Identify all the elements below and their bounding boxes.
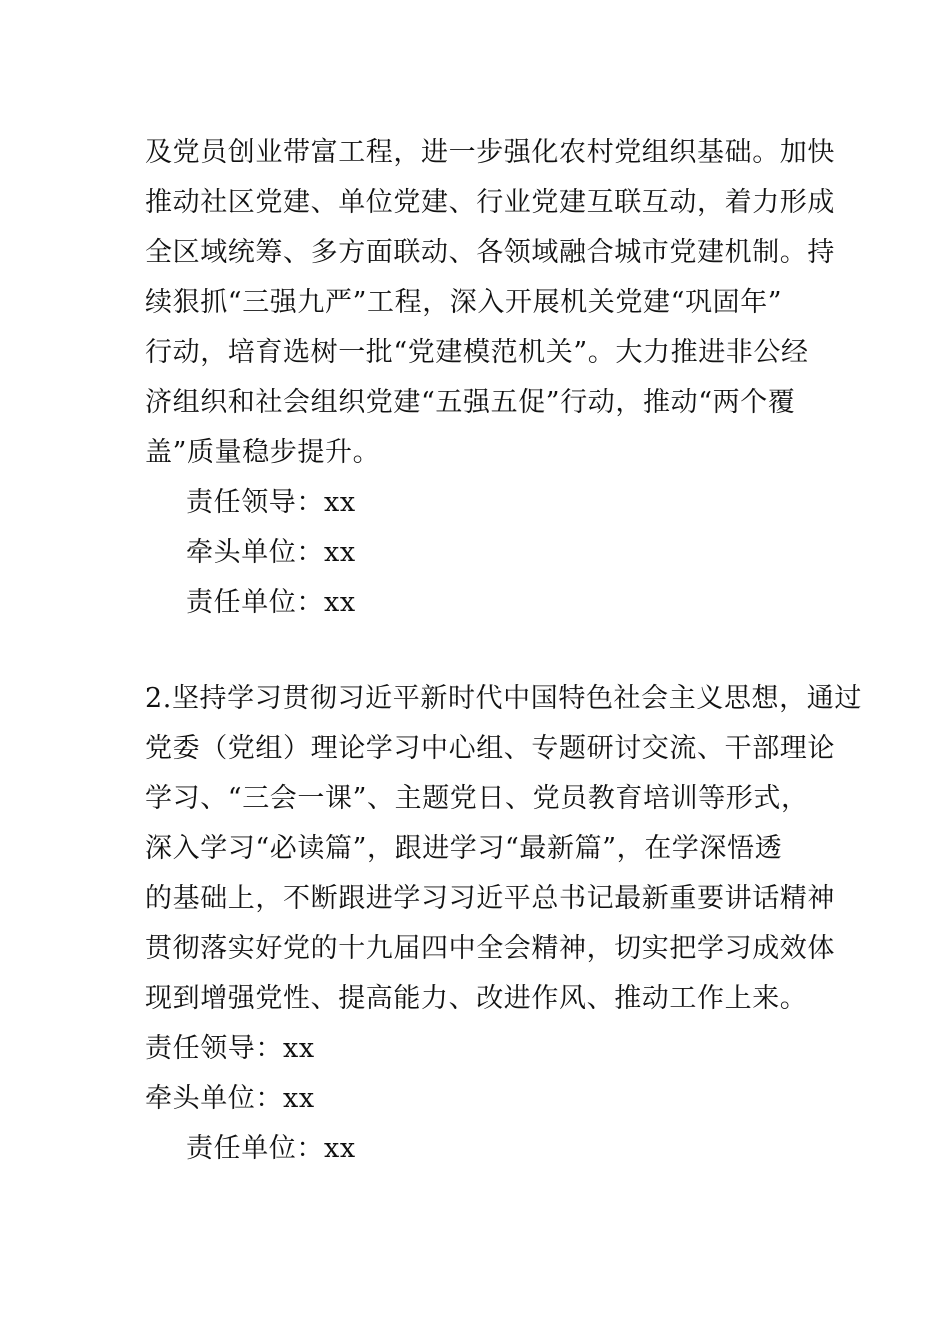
paragraph-line: 党委（党组）理论学习中心组、专题研讨交流、干部理论	[145, 733, 835, 764]
responsible-leader: 责任领导：xx	[145, 1033, 315, 1064]
paragraph-line: 盖”质量稳步提升。	[145, 437, 381, 468]
paragraph-line: 济组织和社会组织党建“五强五促”行动，推动“两个覆	[145, 387, 796, 418]
responsible-unit: 责任单位：xx	[186, 587, 356, 618]
paragraph-line: 深入学习“必读篇”，跟进学习“最新篇”，在学深悟透	[145, 833, 783, 864]
paragraph-line: 的基础上，不断跟进学习习近平总书记最新重要讲话精神	[145, 883, 835, 914]
lead-unit: 牵头单位：xx	[145, 1083, 315, 1114]
paragraph-line: 行动，培育选树一批“党建模范机关”。大力推进非公经	[145, 337, 809, 368]
paragraph-line: 现到增强党性、提高能力、改进作风、推动工作上来。	[145, 983, 808, 1014]
paragraph-line: 推动社区党建、单位党建、行业党建互联互动，着力形成	[145, 187, 835, 218]
responsible-leader: 责任领导：xx	[186, 487, 356, 518]
paragraph-line: 全区域统筹、多方面联动、各领域融合城市党建机制。持	[145, 237, 835, 268]
paragraph-line: 及党员创业带富工程，进一步强化农村党组织基础。加快	[145, 137, 835, 168]
paragraph-line: 2.坚持学习贯彻习近平新时代中国特色社会主义思想，通过	[145, 683, 862, 714]
paragraph-line: 学习、“三会一课”、主题党日、党员教育培训等形式，	[145, 783, 809, 814]
responsible-unit: 责任单位：xx	[186, 1133, 356, 1164]
paragraph-line: 续狠抓“三强九严”工程，深入开展机关党建“巩固年”	[145, 287, 783, 318]
lead-unit: 牵头单位：xx	[186, 537, 356, 568]
paragraph-line: 贯彻落实好党的十九届四中全会精神，切实把学习成效体	[145, 933, 835, 964]
